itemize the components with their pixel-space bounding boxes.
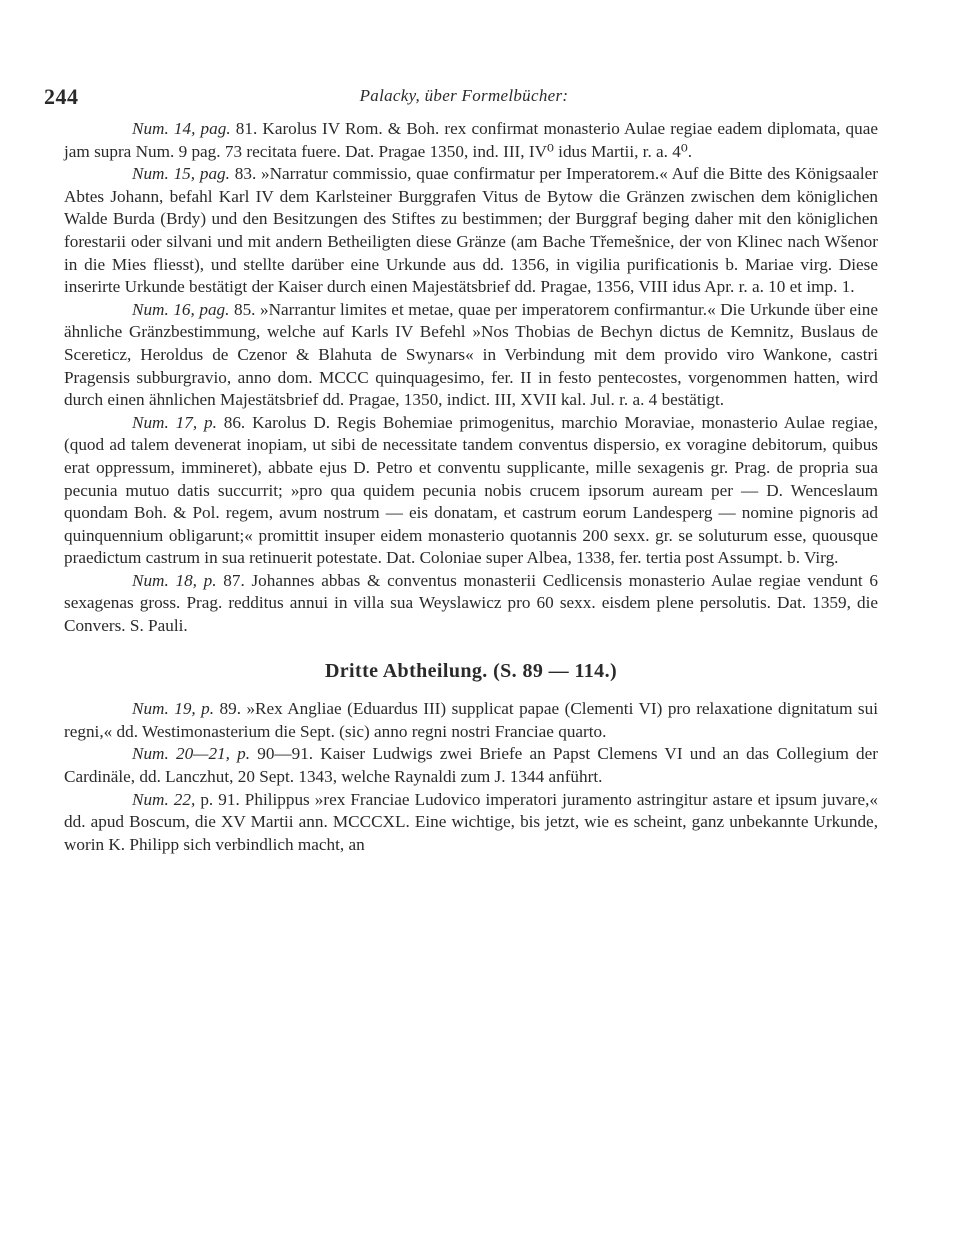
page-number: 244	[44, 84, 79, 109]
entry-reference: Num. 18, p.	[132, 570, 217, 590]
entry-text: 81. Karolus IV Rom. & Boh. rex confirmat monasterio Aulae regiae eadem diplomata, quae jam supra Num. 9 pag. 73 recitata fuere. Dat. Pragae 1350, ind. III, IV⁰ idus Martii, r. a. 4⁰.	[64, 119, 878, 161]
entry-text: 87. Johannes abbas & conventus monasterii Cedlicensis monasterio Aulae regiae vendunt 6 sexagenas gross. Prag. redditus annui in villa sua Weyslawicz pro 60 sexx. eisdem plene persolutis. Dat. 1359, die Convers. S. Pauli.	[64, 570, 878, 636]
entry-num-17	[64, 412, 878, 570]
entry-num-18	[64, 570, 878, 638]
section-heading: Dritte Abtheilung. (S. 89 — 114.)	[324, 659, 618, 682]
entry-text: 85. »Narrantur limites et metae, quae per imperatorem confirmantur.« Die Urkunde über eine ähnliche Gränzbestimmung, welche auf Karls IV Befehl »Nos Thobias de Bechyn dictus de Kemnitz, Buslaus de Scereticz, Heroldus de Czenor & Blahuta de Swynars« in Verbindung mit dem provido viro Wankone, castri Pragensis subburgravio, anno dom. MCCC quinquagesimo, fer. II in festo pentecostes, vorgenommen hatten, wird durch einen ähnlichen Majestätsbrief dd. Pragae, 1350, indict. III, XVII kal. Jul. r. a. 4 bestätigt.	[64, 299, 878, 410]
entry-reference: Num. 17, p.	[132, 412, 217, 432]
entry-num-20-21	[64, 743, 878, 788]
entry-reference: Num. 22,	[132, 789, 196, 809]
page-header	[44, 84, 884, 114]
entry-text: p. 91. Philippus »rex Franciae Ludovico imperatori juramento astringitur astare et ipsum juvare,« dd. apud Boscum, die XV Martii ann. MCCCXL. Eine wichtige, bis jetzt, wie es scheint, ganz unbekannte Urkunde, worin K. Philipp sich verbindlich macht, an	[64, 789, 878, 854]
entry-text: 83. »Narratur commissio, quae confirmatur per Imperatorem.« Auf die Bitte des Königsaaler Abtes Johann, befahl Karl IV dem Karlsteiner Burggrafen Vitus de Bytow die Gränzen zwischen dem königlichen Walde Burda (Brdy) und den Besitzungen des Stiftes zu bestimmen; der Burggraf beging daher mit den königlichen forestarii oder silvani und mit andern Betheiligten diese Gränze (am Bache Třemešnice, der von Klinec nach Wšenor in die Mies fliesst), und stellte darüber eine Urkunde aus dd. 1356, in vigilia purificationis b. Mariae virg. Diese inserirte Urkunde bestätigt der Kaiser durch einen Majestätsbrief dd. Pragae, 1356, VIII idus Apr. r. a. 10 et imp. 1.	[64, 164, 878, 297]
entry-reference: Num. 16, pag.	[132, 299, 230, 319]
entry-reference: Num. 19, p.	[132, 699, 215, 719]
entry-text: 86. Karolus D. Regis Bohemiae primogenitus, marchio Moraviae, monasterio Aulae regiae, (quod ad talem devenerat inopiam, ut sibi de necessitate tandem conventus dispersio, ex voragine debitorum, quibus erat oppressum, immineret), abbate ejus D. Petro et conventu supplicante, mille sexagenis gr. Prag. de propria sua pecunia mutuo datis succurrit; »pro qua quidem pecunia nobis crucem ipsorum auream per — D. Wenceslaum quondam Boh. & Pol. regem, avum nostrum — eis donatam, et castrum eorum Landesperg — nomine pignoris ad quinquennium obligarunt;« promittit insuper eidem monasterio quotannis 200 sexx. gr. se soluturum esse, quousque praedictum castrum in sua retinuerit potestate. Dat. Coloniae super Albea, 1338, fer. tertia post Assumpt. b. Virg.	[64, 412, 878, 568]
entry-reference: Num. 14, pag.	[132, 119, 231, 138]
running-head: Palacky, über Formelbücher:	[359, 86, 569, 105]
entry-num-16	[64, 299, 878, 412]
entry-text: 90—91. Kaiser Ludwigs zwei Briefe an Papst Clemens VI und an das Collegium der Cardinäle, dd. Lanczhut, 20 Sept. 1343, welche Raynaldi zum J. 1344 anführt.	[64, 744, 878, 787]
entry-text: 89. »Rex Angliae (Eduardus III) supplicat papae (Clementi VI) pro relaxatione dignitatum sui regni,« dd. Westimonasterium die Sept. (sic) anno regni nostri Franciae quarto.	[64, 699, 878, 741]
body-text	[64, 118, 878, 856]
entry-num-22	[64, 789, 878, 857]
entry-num-14	[64, 118, 878, 163]
entry-reference: Num. 15, pag.	[132, 164, 230, 184]
entry-num-19	[64, 698, 878, 743]
entry-num-15	[64, 163, 878, 299]
entry-reference: Num. 20—21, p.	[132, 744, 251, 764]
